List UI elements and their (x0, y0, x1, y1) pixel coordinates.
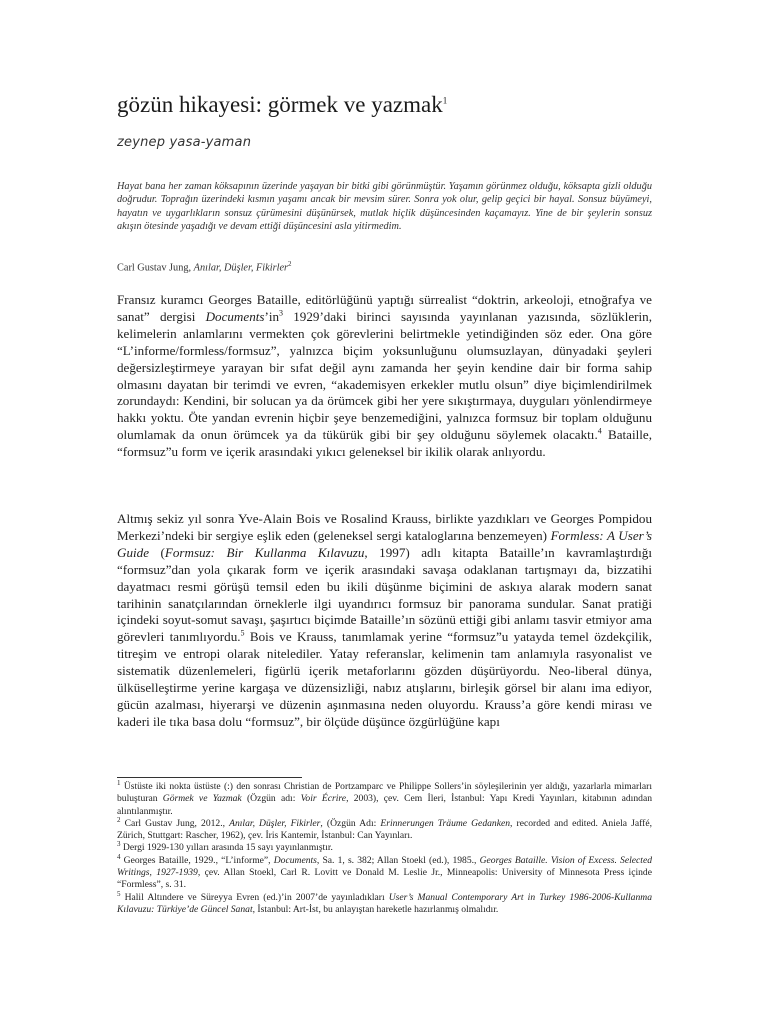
footnote-text: , İstanbul: Art-İst, bu anlayıştan hareketle hazırlanmış olmalıdır. (252, 903, 499, 915)
body-paragraph-2 (117, 511, 652, 731)
epigraph-source (117, 260, 292, 273)
p1-text-a: Fransız kuramcı Georges Bataille, editörlüğünü yaptığı sürrealist “doktrin, arkeoloji, etnoğrafya ve sanat” dergisi (117, 292, 652, 324)
footnotes (117, 778, 653, 916)
p2-book-title-tr: Formsuz: Bir Kullanma Kılavuzu (164, 544, 365, 560)
footnote-text: Dergi 1929-130 yılları arasında 15 sayı yayınlanmıştır. (120, 842, 333, 854)
p2-text-g: Bois ve Krauss, tanımlamak yerine “formsuz”u yatayda temel özdekçilik, titreşim ve entropi olarak nitelediler. Yatay referanslar, kelimenin tam anlamıyla rasyonalist ve sistematik düzenlemeleri, figürlü içerik metaforlarını gözden düşürüyordu. Neo-liberal dünya, ülküselleştirme yerine kargaşa ve düzensizliği, nabız atışlarını, birleşik görsel bir alanı ima ediyor, gücün azalması, hiyerarşi ve düzenin aşınmasına neden oluyordu. Krauss’a göre kendi mirası ve kaderi ile tıka basa dolu “formsuz”, bir ölçüde düşünce özgürlüğüne kapı (117, 629, 653, 729)
p1-footnote-marker-4: 4 (597, 426, 602, 436)
footnote-text: , Sa. 1, s. 382; Allan Stoekl (ed.), 1985., (316, 854, 480, 866)
footnote-italic: Voir Écrire (300, 793, 347, 805)
p2-book-title: Formless: A User’s Guide (117, 527, 652, 560)
footnote-italic: Erinnerungen Träume Gedanken (380, 817, 511, 829)
footnote-5 (117, 889, 652, 917)
footnote-italic: User’s Manual Contemporary Art in Turkey 1986-2006-Kullanma Kılavuzu: Türkiye’de Güncel Sanat (117, 891, 652, 915)
footnote-italic: Georges Bataille. Vision of Excess. Selected Writings, 1927-1939 (117, 854, 653, 879)
p2-footnote-marker-5: 5 (240, 628, 245, 638)
footnote-number: 5 (117, 889, 121, 898)
p1-journal-title: Documents (205, 308, 265, 324)
footnote-text: (Özgün adı: (241, 793, 301, 805)
footnote-number: 1 (117, 778, 121, 787)
footnote-text: Üstüste iki nokta üstüste (:) den sonrası Christian de Portzamparc ve Philippe Sollers’in söyleşilerinin yer aldığı, yazarlarla mimarları buluşturan (117, 781, 652, 805)
footnote-number: 3 (117, 840, 121, 849)
article-title (117, 92, 447, 118)
author-name: zeynep yasa-yaman (117, 135, 252, 150)
footnote-text: Georges Bataille, 1929., “L’informe”, (120, 854, 274, 866)
footnote-3 (117, 842, 652, 854)
footnote-number: 2 (117, 815, 121, 824)
p1-text-e: 1929’daki birinci sayısında yayınlanan yazısında, sözlüklerin, kelimelerin anlamlarını vermekten çok görevlerini belirtmekle yetindiğinden söz eder. Ona göre “L’informe/formless/formsuz”, yalnızca biçim yoksunluğunu olumsuzlayan, dünyadaki şeyleri değersizleştirmeye yarayan bir sıfat değil aynı zamanda her şeyin kendine dair bir forma sahip olmasını dayatan bir terimdi ve evren, “akademisyen erkekler mutlu olsun” diye biçimlendirilmek zorundaydı: Kendini, bir solucan ya da örümcek gibi her yere sıkıştırmaya, duyguları yönlendirmeye hakkı yoktu. Öte yandan evrenin hiçbir şeye benzemediğini, yalnızca formsuz bir toplam olduğunu olumlamak da onun örümcek ya da tükürük gibi bir şey olduğunu söylemek olacaktı. (117, 308, 652, 443)
epigraph-source-author: Carl Gustav Jung, (117, 262, 194, 274)
footnote-separator (117, 777, 302, 778)
footnote-italic: Documents (273, 854, 317, 866)
p1-text-c: ’in (264, 308, 280, 324)
footnote-2 (117, 815, 652, 843)
title-footnote-marker: 1 (442, 95, 448, 106)
footnote-text: Halil Altındere ve Süreyya Evren (ed.)’in 2007’de yayınladıkları (120, 891, 389, 903)
epigraph-quote: Hayat bana her zaman köksapının üzerinde yaşayan bir bitki gibi görünmüştür. Yaşamın görünmez olduğu, köksapta gizli olduğu doğrudur. Toprağın üzerindeki kısmın yaşamı ancak bir mevsim sürer. Sonra yok olur, gelip geçici bir hayal. Sonsuz büyümeyi, hayatın ve uygarlıkların sonsuz çürümesini düşünürsek, mutlak hiçlik düşüncesinden kaçamayız. Yine de bir şeylerin sonsuz akışın ötesinde yaşadığı ve devam ettiği düşüncesini asla yitirmedim. (117, 181, 652, 232)
footnote-number: 4 (117, 852, 121, 861)
footnote-text: Carl Gustav Jung, 2012., (120, 817, 230, 829)
p1-text-g: Bataille, “formsuz”u form ve içerik arasındaki yıkıcı geleneksel bir ikilik olarak anlıyordu. (117, 427, 652, 460)
footnote-italic: Görmek ve Yazmak (162, 793, 242, 805)
body-paragraph-1 (117, 292, 652, 461)
footnote-text: , çev. Allan Stoekl, Carl R. Lovitt ve Donald M. Leslie Jr., Minneapolis: University of Minnesota Press içinde “Formless”, s. 31. (117, 867, 652, 891)
footnote-1 (117, 778, 652, 818)
footnote-text: , recorded and edited. Aniela Jaffé, Zürich, Stuttgart: Rascher, 1962), çev. İris Kantemir, İstanbul: Can Yayınları. (117, 817, 652, 842)
footnote-text: , 2003), çev. Cem İleri, İstanbul: Yapı Kredi Yayınları, kitabının adından alıntılanmıştır. (117, 793, 652, 817)
epigraph-source-work: Anılar, Düşler, Fikirler (193, 262, 289, 274)
p2-text-e: , 1997) adlı kitapta Bataille’ın kavramlaştırdığı “formsuz”dan yola çıkarak form ve içerik arasındaki savaşa odaklanan tartışmayı da, bizzatihi dayatmacı resmi görüşü temsil eden bu ikili düşünme biçimini de askıya alarak modern sanat tarihinin sanatçılarından örneklerle ilgi uyandırıcı formsuz bir panorama sundular. Sanat pratiği içindeki soyut-somut savaşı, şaşırtıcı biçimde Bataille’ın sözünü ettiği gibi anlamı tasvir etmiyor ama görevleri tanımlıyordu. (117, 544, 652, 645)
footnote-4 (117, 852, 653, 892)
p2-text-c: ( (149, 544, 165, 560)
epigraph-footnote-marker: 2 (288, 260, 292, 268)
footnote-text: , (Özgün Adı: (320, 817, 381, 829)
footnote-italic: Anılar, Düşler, Fikirler (229, 817, 321, 829)
p1-footnote-marker-3: 3 (279, 308, 284, 318)
title-text: gözün hikayesi: görmek ve yazmak (117, 92, 443, 117)
p2-text-a: Altmış sekiz yıl sonra Yve-Alain Bois ve Rosalind Krauss, birlikte yazdıkları ve Georges Pompidou Merkezi’ndeki bir sergiye eşlik eden (geleneksel sergi kataloglarına benzemeyen) (117, 511, 652, 543)
